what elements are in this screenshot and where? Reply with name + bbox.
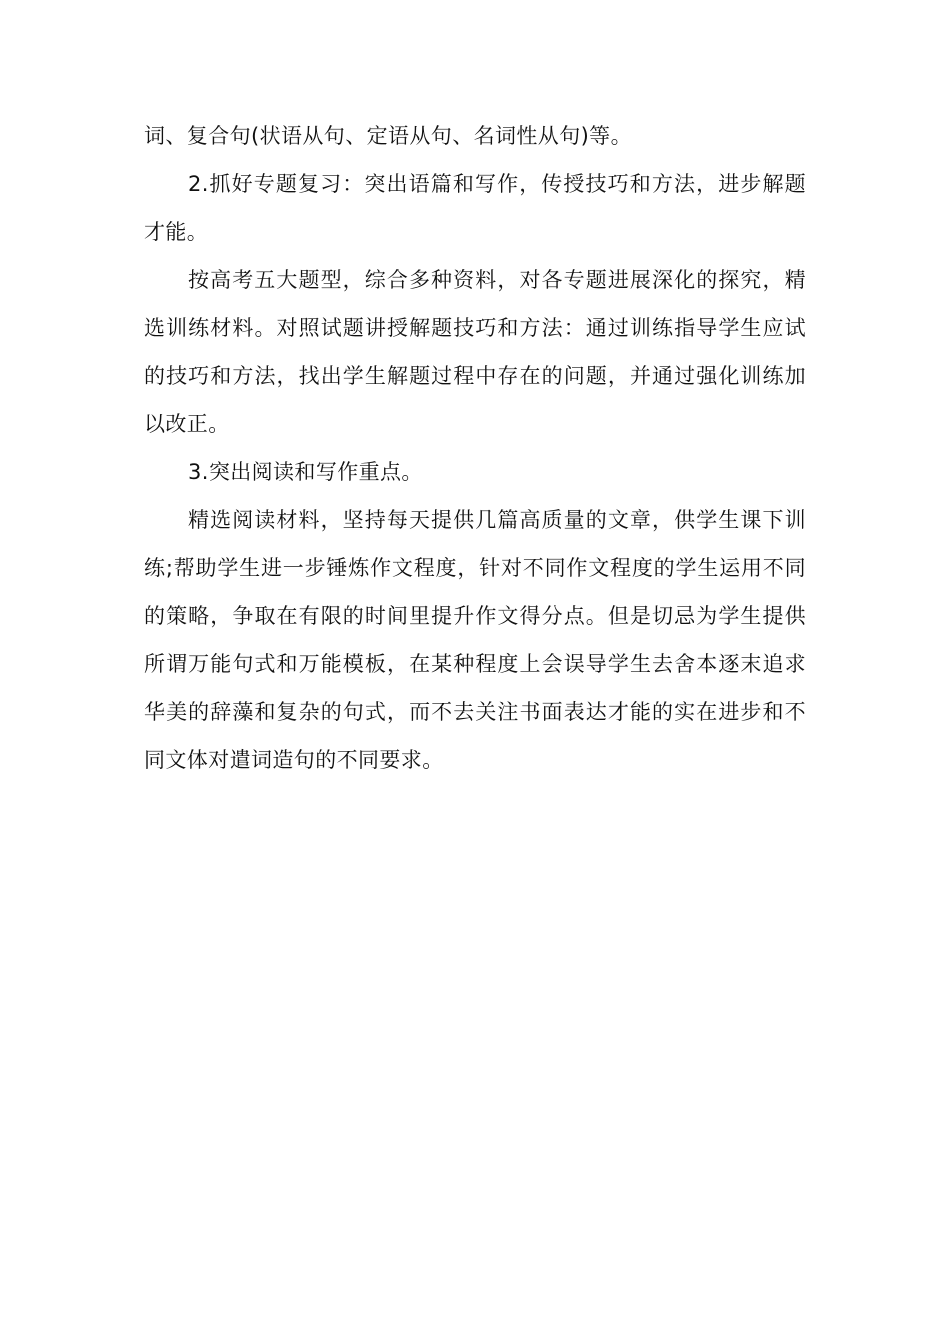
- paragraph-3: 按高考五大题型，综合多种资料，对各专题进展深化的探究，精选训练材料。对照试题讲授解题技巧和方法：通过训练指导学生应试的技巧和方法，找出学生解题过程中存在的问题，并通过强化训练加以改正。: [144, 268, 806, 436]
- paragraph-5: 精选阅读材料，坚持每天提供几篇高质量的文章，供学生课下训练;帮助学生进一步锤炼作文程度，针对不同作文程度的学生运用不同的策略，争取在有限的时间里提升作文得分点。但是切忌为学生提供所谓万能句式和万能模板，在某种程度上会误导学生去舍本逐末追求华美的辞藻和复杂的句式，而不去关注书面表达才能的实在进步和不同文体对遣词造句的不同要求。: [144, 508, 806, 772]
- document-body: [144, 112, 806, 784]
- paragraph-1: 词、复合句(状语从句、定语从句、名词性从句)等。: [144, 124, 632, 148]
- paragraph-2-heading: 2.抓好专题复习：突出语篇和写作，传授技巧和方法，进步解题才能。: [144, 172, 806, 244]
- paragraph-4-heading: 3.突出阅读和写作重点。: [188, 460, 423, 484]
